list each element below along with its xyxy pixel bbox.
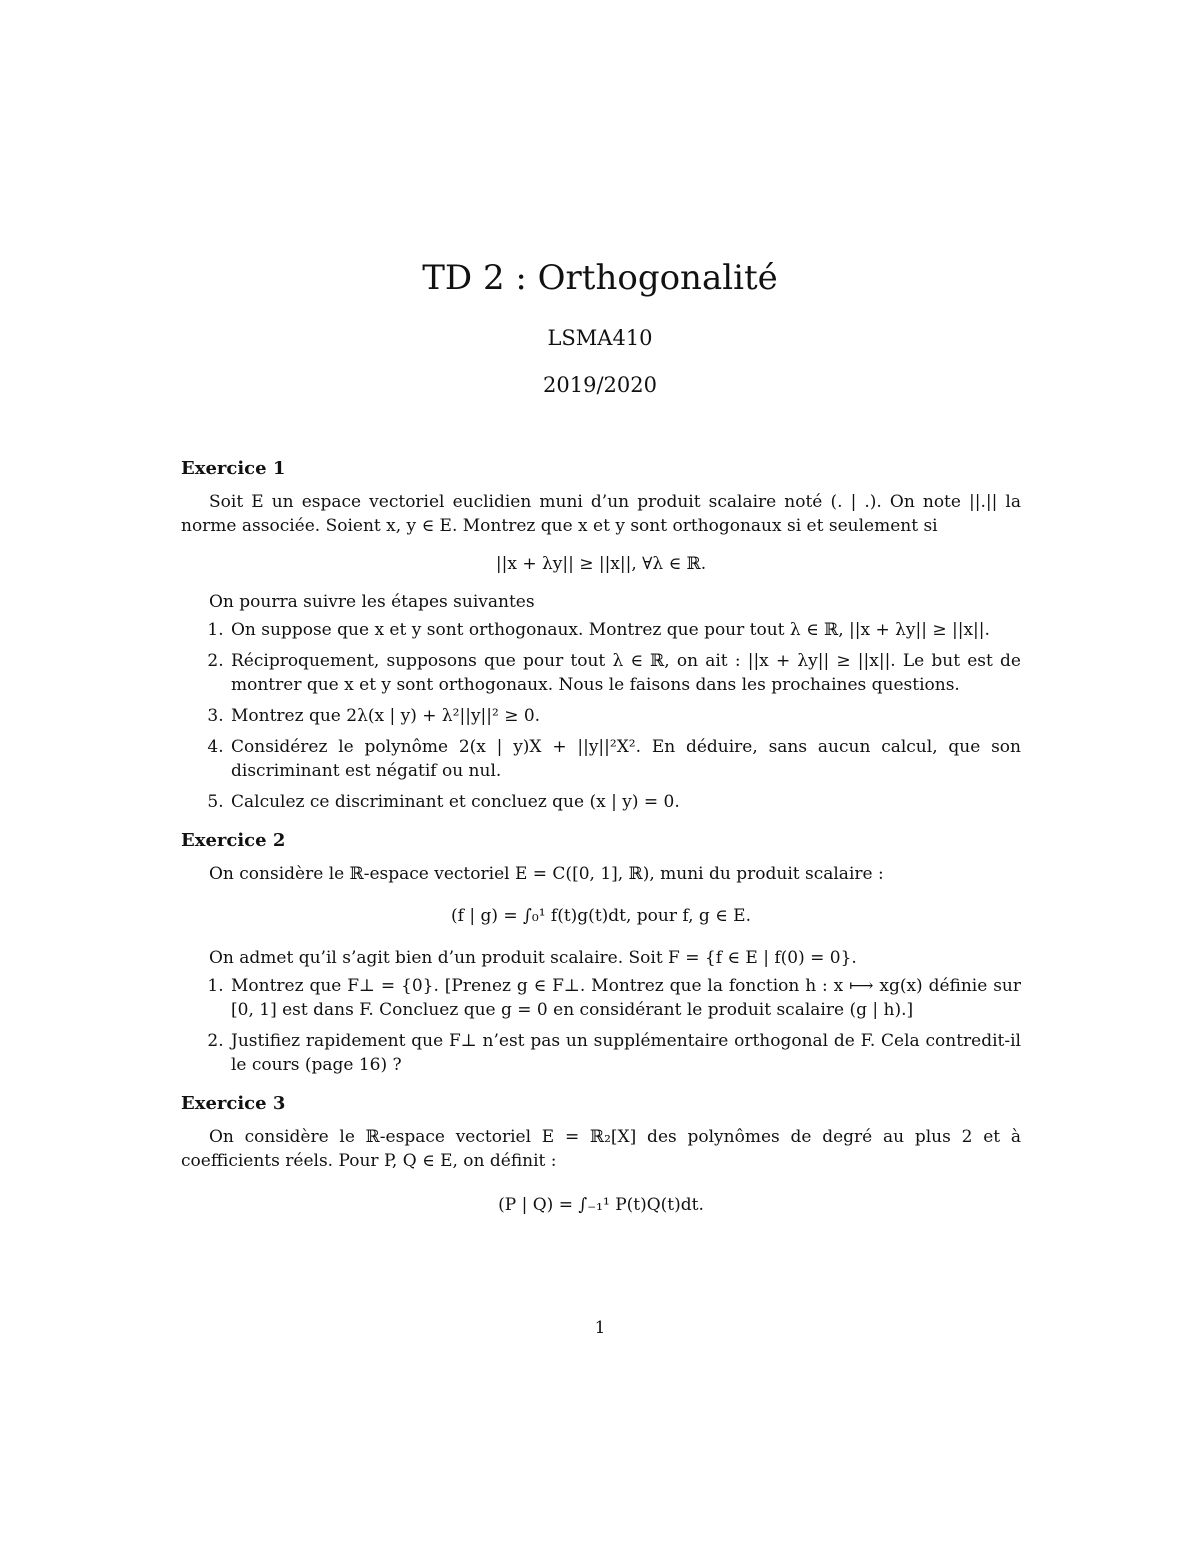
list-item: 3. Montrez que 2λ(x | y) + λ²||y||² ≥ 0. xyxy=(229,704,1021,728)
exercise-3-title: Exercice 3 xyxy=(181,1093,286,1114)
exercise-1-equation: ||x + λy|| ≥ ||x||, ∀λ ∈ ℝ. xyxy=(495,554,707,574)
course-code: LSMA410 xyxy=(547,326,653,350)
exercise-2-list xyxy=(181,974,1021,1077)
list-item: 2. Justifiez rapidement que F⊥ n’est pas un supplémentaire orthogonal de F. Cela contredit-il le cours (page 16) ? xyxy=(229,1029,1021,1077)
exercise-3-intro: On considère le ℝ-espace vectoriel E = ℝ₂[X] des polynômes de degré au plus 2 et à coefficients réels. Pour P, Q ∈ E, on définit : xyxy=(181,1127,1021,1171)
exercise-2-equation: (f | g) = ∫₀¹ f(t)g(t)dt, pour f, g ∈ E. xyxy=(451,906,751,926)
exercise-2-title: Exercice 2 xyxy=(181,830,286,851)
academic-year: 2019/2020 xyxy=(543,373,657,397)
exercise-3 xyxy=(181,1091,1021,1225)
exercise-2 xyxy=(181,828,1021,1077)
list-item: 4. Considérez le polynôme 2(x | y)X + ||y||²X². En déduire, sans aucun calcul, que son discriminant est négatif ou nul. xyxy=(229,735,1021,783)
exercise-2-admit: On admet qu’il s’agit bien d’un produit scalaire. Soit F = {f ∈ E | f(0) = 0}. xyxy=(209,948,857,968)
exercise-2-intro: On considère le ℝ-espace vectoriel E = C([0, 1], ℝ), muni du produit scalaire : xyxy=(209,864,884,884)
page-number: 1 xyxy=(594,1318,606,1338)
page-title: TD 2 : Orthogonalité xyxy=(422,258,778,298)
exercise-3-equation: (P | Q) = ∫₋₁¹ P(t)Q(t)dt. xyxy=(498,1195,704,1215)
exercise-1 xyxy=(181,456,1021,814)
exercise-1-steps-intro: On pourra suivre les étapes suivantes xyxy=(209,592,535,612)
exercise-1-title: Exercice 1 xyxy=(181,458,286,479)
exercise-1-intro: Soit E un espace vectoriel euclidien muni d’un produit scalaire noté (. | .). On note ||.|| la norme associée. Soient x, y ∈ E. Montrez que x et y sont orthogonaux si et seulement si xyxy=(181,492,1021,536)
exercise-1-list xyxy=(181,618,1021,814)
list-item: 2. Réciproquement, supposons que pour tout λ ∈ ℝ, on ait : ||x + λy|| ≥ ||x||. Le but est de montrer que x et y sont orthogonaux. Nous le faisons dans les prochaines questions. xyxy=(229,649,1021,697)
list-item: 1. On suppose que x et y sont orthogonaux. Montrez que pour tout λ ∈ ℝ, ||x + λy|| ≥ ||x||. xyxy=(229,618,1021,642)
list-item: 1. Montrez que F⊥ = {0}. [Prenez g ∈ F⊥. Montrez que la fonction h : x ⟼ xg(x) définie sur [0, 1] est dans F. Concluez que g = 0 en considérant le produit scalaire (g | h).] xyxy=(229,974,1021,1022)
list-item: 5. Calculez ce discriminant et concluez que (x | y) = 0. xyxy=(229,790,1021,814)
exercises-content xyxy=(181,456,1021,1239)
